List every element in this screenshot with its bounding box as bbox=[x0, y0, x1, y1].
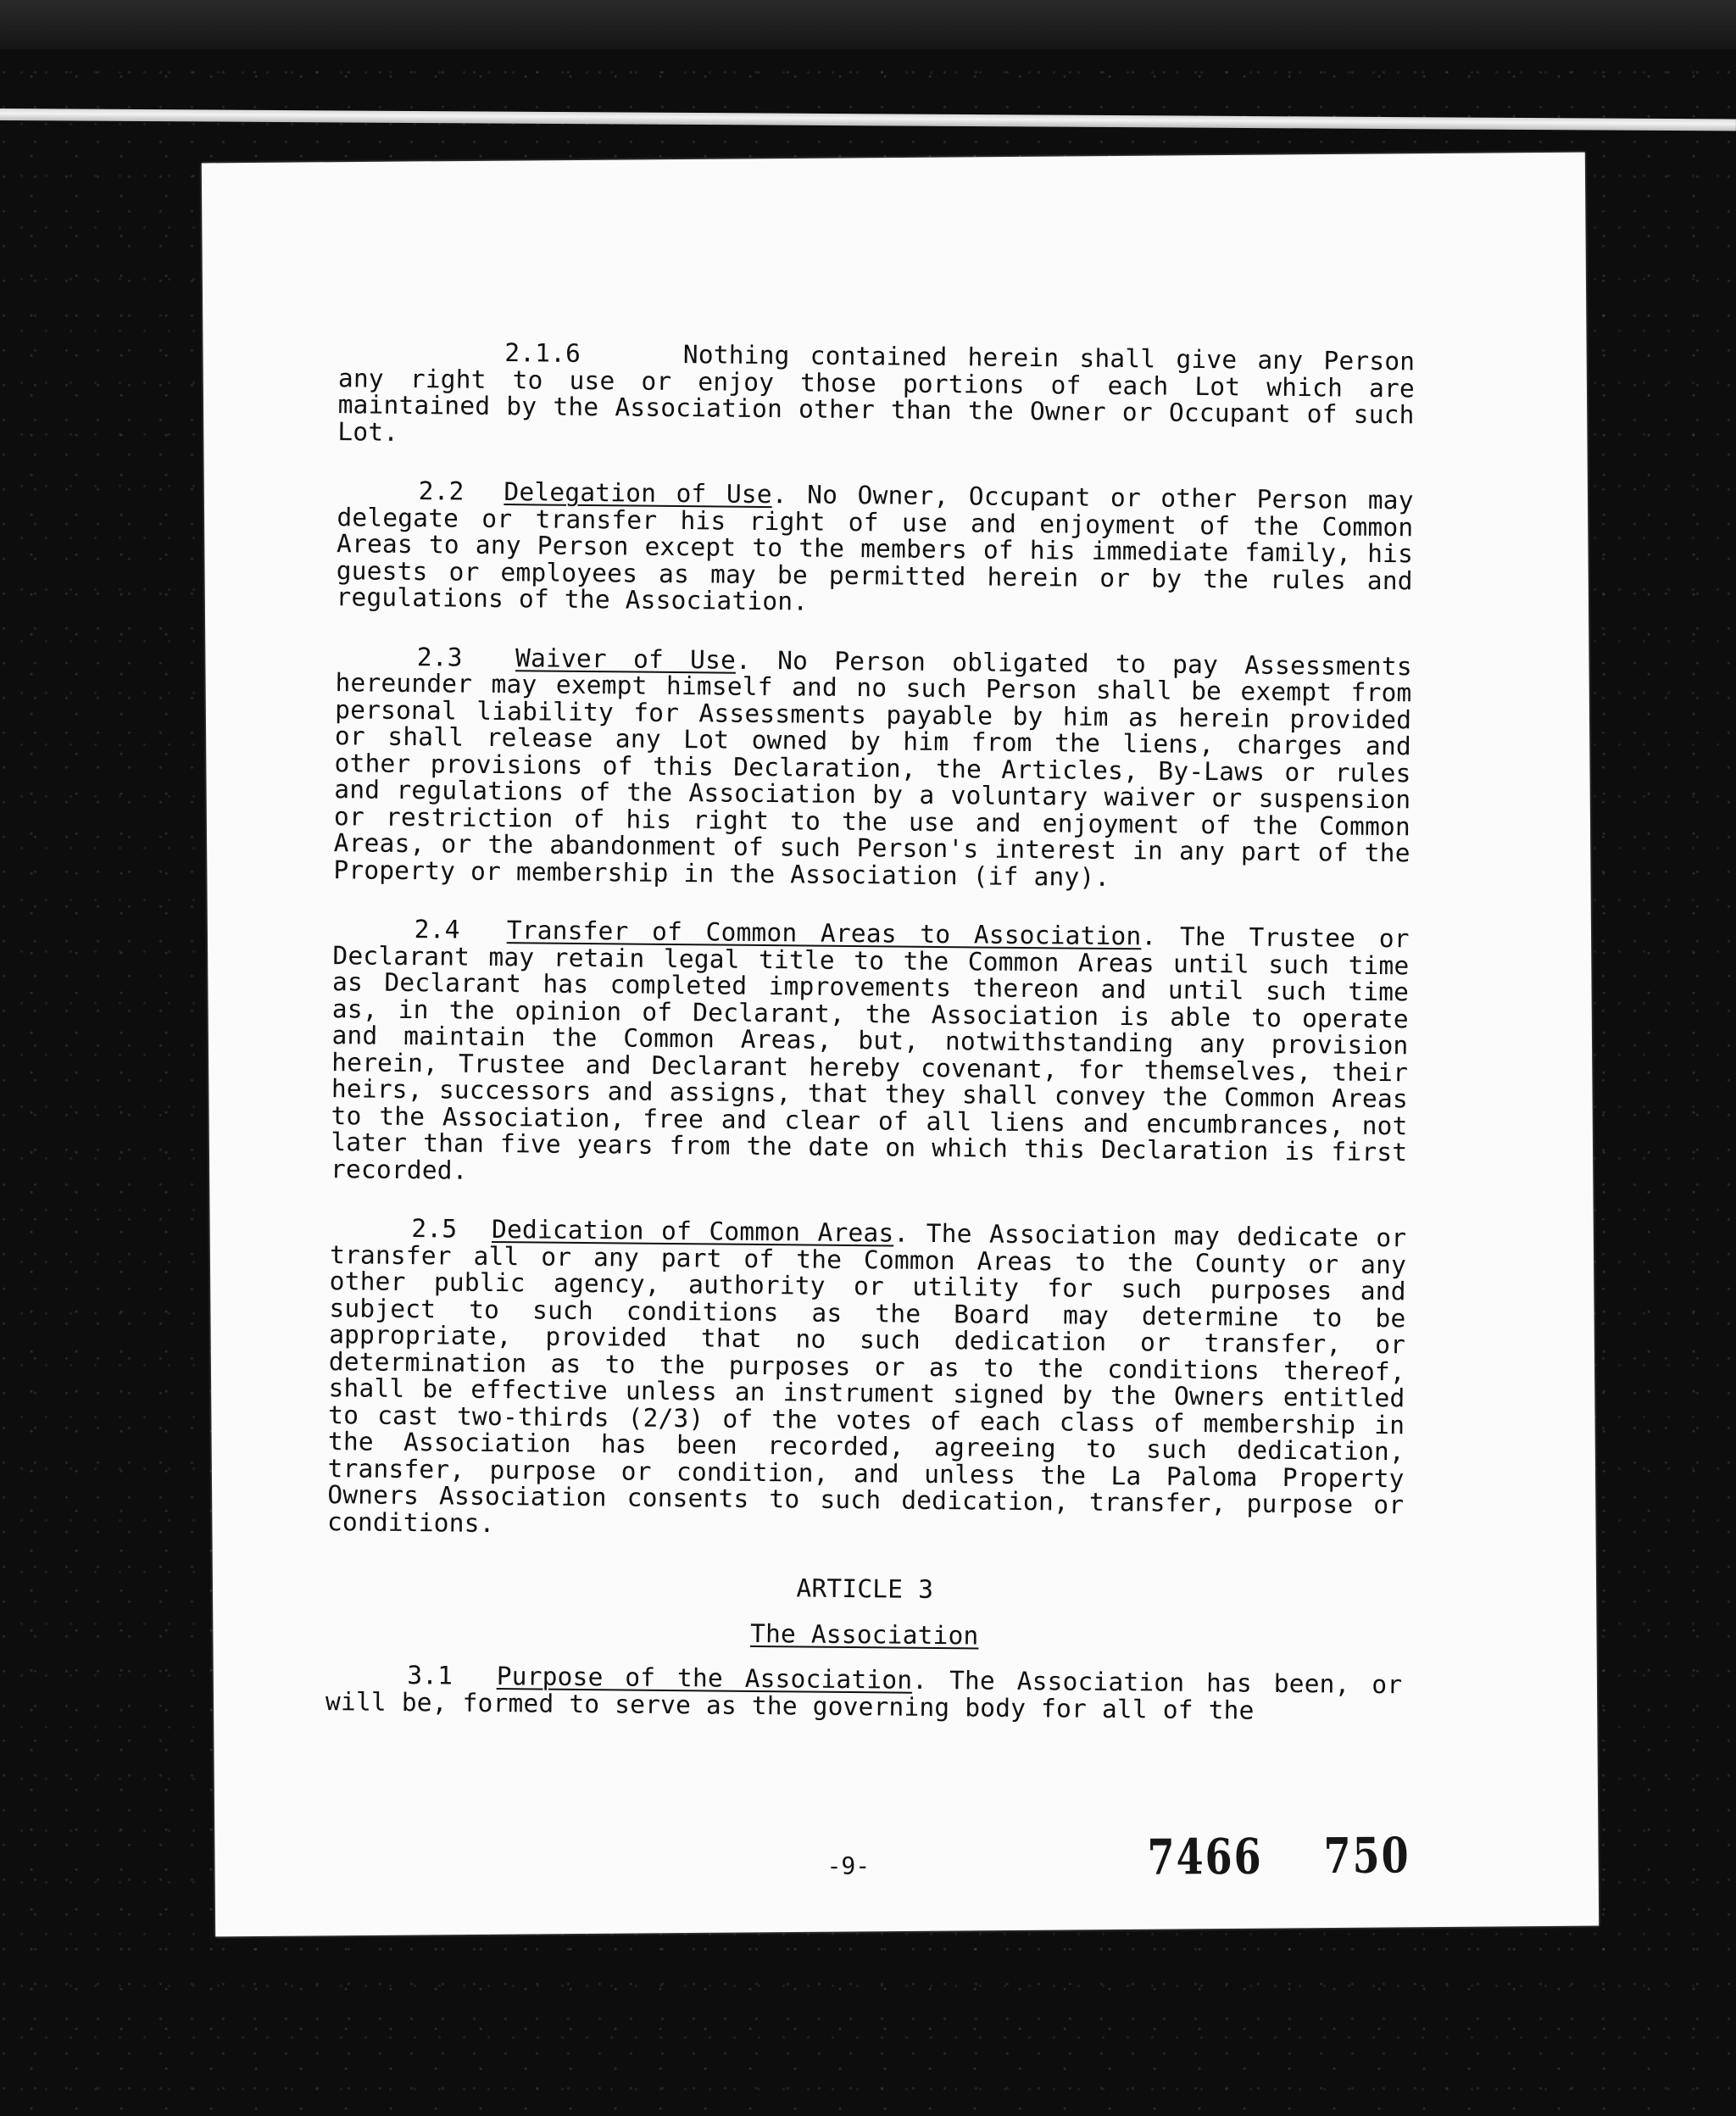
paragraph-3-1 bbox=[326, 1662, 1403, 1725]
page-number: -9- bbox=[826, 1852, 871, 1880]
article-subtitle-text: The Association bbox=[749, 1618, 979, 1650]
page-footer bbox=[214, 1826, 1599, 1910]
section-heading: Purpose of the Association bbox=[496, 1662, 913, 1695]
paragraph-2-5 bbox=[327, 1215, 1407, 1545]
document-page bbox=[202, 153, 1599, 1937]
paragraph-text: . The Association may dedicate or transfer all or any part of the Common Areas to the County or any other public agency, authority or utility for such purposes and subject to such conditions as the Board may determine to be appropriate, provided that no such dedication or transfer, or determination as to the purposes or as to the conditions thereof, shall be effective unless an instrument signed by the Owners entitled to cast two-thirds (2/3) of the votes of each class of membership in the Association has been recorded, agreeing to such dedication, transfer, purpose or condition, and unless the La Paloma Property Owners Association consents to such dedication, transfer, purpose or conditions. bbox=[326, 1218, 1407, 1538]
article-subtitle bbox=[326, 1617, 1403, 1654]
section-heading: Waiver of Use bbox=[515, 643, 737, 675]
paragraph-text: . No Owner, Occupant or other Person may delegate or transfer his right of use and enjoyment of the Common Areas to any Person except to the members of his immediate family, his guests or employees as may be permitted herein or by the rules and regulations of the Association. bbox=[336, 480, 1414, 616]
paragraph-text: . The Association has been, or will be, formed to serve as the governing body for all of the bbox=[325, 1665, 1403, 1725]
recording-stamp-page: 750 bbox=[1323, 1826, 1410, 1885]
recording-stamp-book: 7466 bbox=[1147, 1827, 1263, 1886]
paragraph-2-3 bbox=[333, 643, 1412, 894]
paragraph-2-4 bbox=[331, 916, 1410, 1193]
paragraph-2-2 bbox=[336, 477, 1413, 621]
section-number: 2.1.6 bbox=[504, 338, 581, 368]
section-heading: Delegation of Use bbox=[504, 477, 773, 510]
paragraph-text: . The Trustee or Declarant may retain legal title to the Common Areas until such time as Declarant has completed improvements thereon and until such time as, in the opinion of Declarant, the Association is able to operate and maintain the Common Areas, but, notwithstanding any provision herein, Trustee and Declarant hereby covenant, for themselves, their heirs, successors and assigns, that they shall convey the Common Areas to the Association, free and clear of all liens and encumbrances, not later than five years from the date on which this Declaration is first recorded. bbox=[330, 922, 1410, 1185]
section-number: 3.1 bbox=[407, 1661, 453, 1690]
section-number: 2.5 bbox=[411, 1214, 458, 1244]
section-number: 2.3 bbox=[416, 642, 463, 672]
document-body bbox=[325, 338, 1415, 1757]
section-number: 2.2 bbox=[418, 476, 465, 506]
scan-top-border bbox=[0, 0, 1736, 49]
paragraph-text: Nothing contained herein shall give any Person any right to use or enjoy those portions of each Lot which are maintained by the Association other than the Owner or Occupant of such Lot. bbox=[337, 340, 1416, 447]
section-number: 2.4 bbox=[414, 915, 460, 944]
section-heading: Dedication of Common Areas bbox=[491, 1214, 894, 1248]
section-heading: Transfer of Common Areas to Association bbox=[506, 916, 1142, 951]
paragraph-2-1-6 bbox=[337, 338, 1415, 455]
article-title: ARTICLE 3 bbox=[796, 1573, 934, 1604]
paragraph-text: . No Person obligated to pay Assessments hereunder may exempt himself and no such Person shall be exempt from personal liability for Assessments payable by him as herein provided or shall release any Lot owned by him from the liens, charges and other provisions of this Declaration, the Articles, By-Laws or rules and regulations of the Association by a voluntary waiver or suspension or restriction of his right to the use and enjoyment of the Common Areas, or the abandonment of such Person's interest in any part of the Property or membership in the Association (if any). bbox=[333, 645, 1412, 892]
